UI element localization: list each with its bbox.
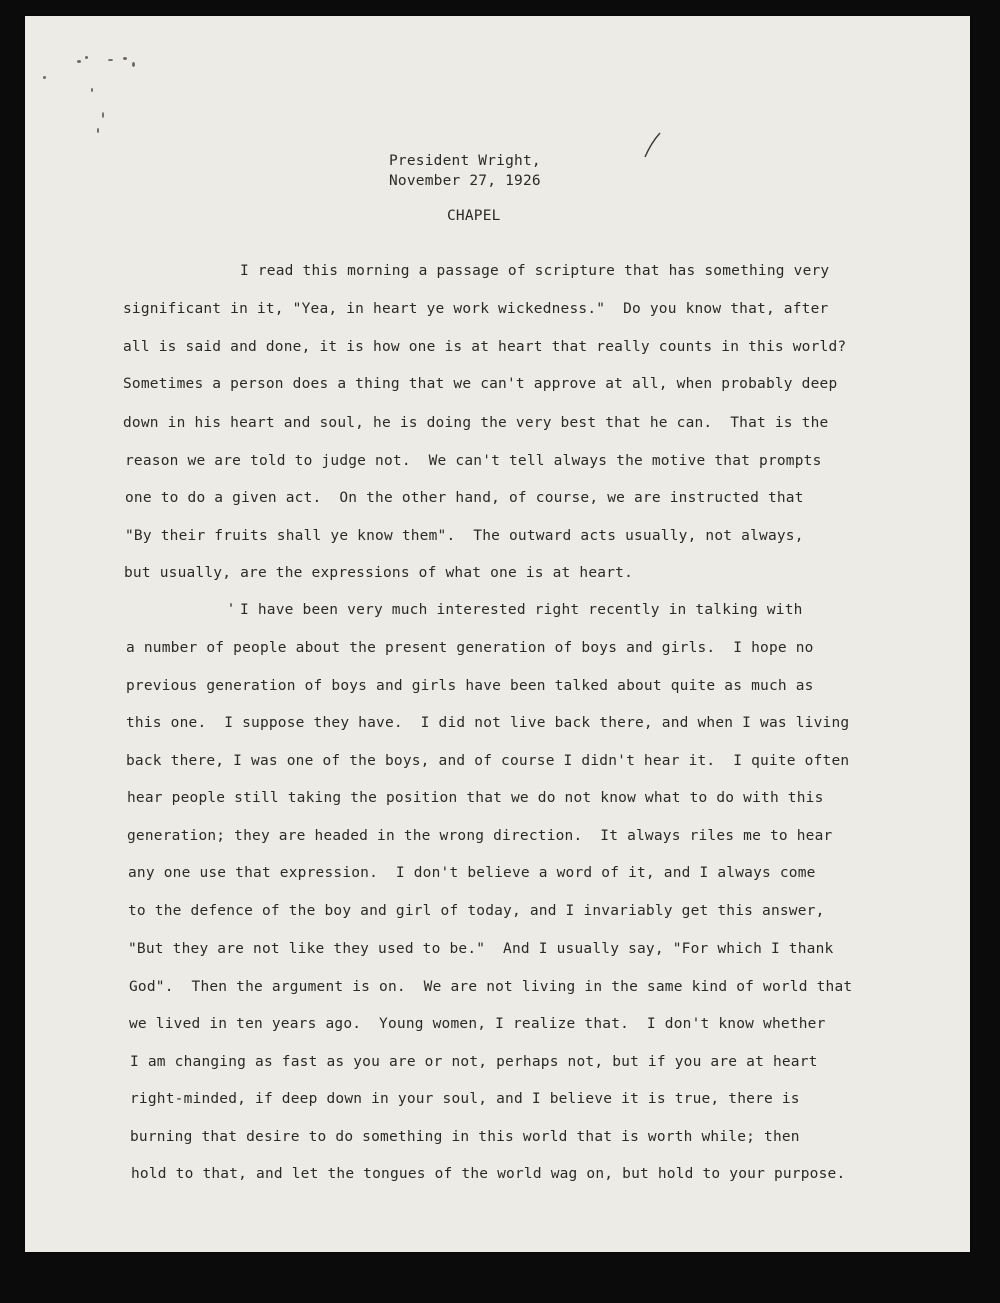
ink-speck bbox=[85, 56, 88, 59]
body-line: "But they are not like they used to be." And I usually say, "For which I thank bbox=[128, 941, 834, 957]
body-line: back there, I was one of the boys, and of course I didn't hear it. I quite often bbox=[126, 753, 850, 769]
pencil-mark-icon bbox=[643, 131, 663, 161]
body-line: significant in it, "Yea, in heart ye work wickedness." Do you know that, after bbox=[123, 301, 829, 317]
body-line: hold to that, and let the tongues of the world wag on, but hold to your purpose. bbox=[131, 1166, 846, 1182]
body-line: to the defence of the boy and girl of today, and I invariably get this answer, bbox=[128, 903, 825, 919]
body-line: down in his heart and soul, he is doing the very best that he can. That is the bbox=[123, 415, 829, 431]
body-line: one to do a given act. On the other hand, of course, we are instructed that bbox=[125, 490, 804, 506]
ink-speck bbox=[102, 112, 104, 118]
body-line: any one use that expression. I don't believe a word of it, and I always come bbox=[128, 865, 816, 881]
ink-speck bbox=[91, 88, 93, 92]
body-line: but usually, are the expressions of what one is at heart. bbox=[124, 565, 633, 581]
ink-speck bbox=[43, 76, 46, 79]
body-line: all is said and done, it is how one is at heart that really counts in this world? bbox=[123, 339, 847, 355]
body-line: right-minded, if deep down in your soul, and I believe it is true, there is bbox=[130, 1091, 800, 1107]
page-title: CHAPEL bbox=[447, 208, 501, 224]
ink-speck bbox=[97, 128, 99, 133]
author-line: President Wright, bbox=[389, 153, 541, 169]
body-line: a number of people about the present generation of boys and girls. I hope no bbox=[126, 640, 814, 656]
ink-speck bbox=[123, 57, 127, 60]
body-line: God". Then the argument is on. We are not living in the same kind of world that bbox=[129, 979, 853, 995]
body-line: Sometimes a person does a thing that we can't approve at all, when probably deep bbox=[123, 376, 838, 392]
body-line: hear people still taking the position that we do not know what to do with this bbox=[127, 790, 824, 806]
body-line: I have been very much interested right recently in talking with bbox=[240, 602, 803, 618]
body-line: generation; they are headed in the wrong direction. It always riles me to hear bbox=[127, 828, 833, 844]
ink-speck bbox=[108, 59, 113, 61]
date-line: November 27, 1926 bbox=[389, 173, 541, 189]
typed-page bbox=[25, 16, 970, 1252]
body-line: burning that desire to do something in this world that is worth while; then bbox=[130, 1129, 800, 1145]
ink-speck bbox=[132, 62, 135, 67]
ink-speck bbox=[230, 603, 232, 607]
body-line: I read this morning a passage of scripture that has something very bbox=[240, 263, 830, 279]
body-line: reason we are told to judge not. We can't tell always the motive that prompts bbox=[125, 453, 822, 469]
body-line: this one. I suppose they have. I did not live back there, and when I was living bbox=[126, 715, 850, 731]
body-line: we lived in ten years ago. Young women, I realize that. I don't know whether bbox=[129, 1016, 826, 1032]
body-line: "By their fruits shall ye know them". The outward acts usually, not always, bbox=[125, 528, 804, 544]
ink-speck bbox=[77, 60, 81, 63]
body-line: previous generation of boys and girls have been talked about quite as much as bbox=[126, 678, 814, 694]
body-line: I am changing as fast as you are or not, perhaps not, but if you are at heart bbox=[130, 1054, 818, 1070]
